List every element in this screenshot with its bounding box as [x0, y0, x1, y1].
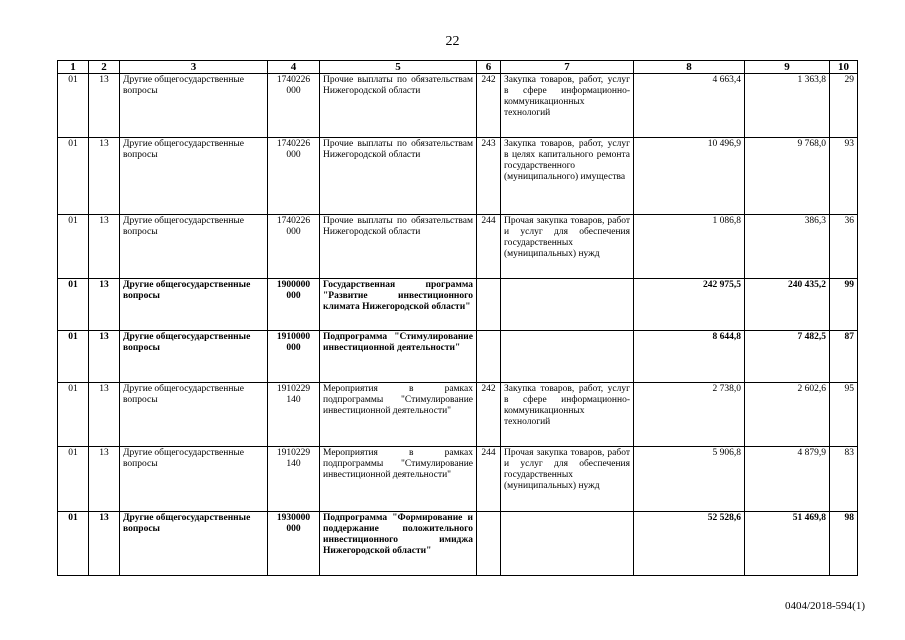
page-number: 22 [445, 34, 460, 49]
expense-type-name: Закупка товаров, работ, услуг в целях капитального ремонта государственного (муниципального) имущества [501, 138, 634, 215]
section-name: Другие общегосударственные вопросы [120, 447, 268, 512]
subsection-code: 13 [89, 138, 120, 215]
execution-percent: 87 [830, 331, 858, 383]
table-row [58, 331, 858, 383]
section-code: 01 [58, 447, 89, 512]
section-name: Другие общегосударственные вопросы [120, 138, 268, 215]
section-name: Другие общегосударственные вопросы [120, 74, 268, 138]
actual-amount: 1 363,8 [745, 74, 830, 138]
execution-percent: 83 [830, 447, 858, 512]
table-row [58, 138, 858, 215]
target-article-code: 1740226 000 [268, 74, 320, 138]
planned-amount: 242 975,5 [634, 279, 745, 331]
subsection-code: 13 [89, 279, 120, 331]
table-row [58, 383, 858, 447]
expense-type-code [477, 512, 501, 576]
actual-amount: 51 469,8 [745, 512, 830, 576]
expense-type-code: 242 [477, 74, 501, 138]
planned-amount: 4 663,4 [634, 74, 745, 138]
planned-amount: 1 086,8 [634, 215, 745, 279]
header-col-9: 9 [745, 61, 830, 74]
section-code: 01 [58, 279, 89, 331]
target-article-name: Мероприятия в рамках подпрограммы "Стимулирование инвестиционной деятельности" [320, 383, 477, 447]
actual-amount: 9 768,0 [745, 138, 830, 215]
budget-table [57, 60, 858, 576]
subsection-code: 13 [89, 512, 120, 576]
planned-amount: 8 644,8 [634, 331, 745, 383]
table-header-row [58, 61, 858, 74]
subsection-code: 13 [89, 331, 120, 383]
section-code: 01 [58, 383, 89, 447]
target-article-code: 1740226 000 [268, 215, 320, 279]
expense-type-name [501, 331, 634, 383]
section-code: 01 [58, 512, 89, 576]
expense-type-name: Прочая закупка товаров, работ и услуг для обеспечения государственных (муниципальных) нужд [501, 215, 634, 279]
section-code: 01 [58, 74, 89, 138]
section-name: Другие общегосударственные вопросы [120, 279, 268, 331]
subsection-code: 13 [89, 447, 120, 512]
expense-type-name: Закупка товаров, работ, услуг в сфере информационно-коммуникационных технологий [501, 383, 634, 447]
target-article-name: Государственная программа "Развитие инвестиционного климата Нижегородской области" [320, 279, 477, 331]
target-article-name: Подпрограмма "Стимулирование инвестиционной деятельности" [320, 331, 477, 383]
table-row [58, 447, 858, 512]
section-name: Другие общегосударственные вопросы [120, 331, 268, 383]
header-col-4: 4 [268, 61, 320, 74]
subsection-code: 13 [89, 74, 120, 138]
expense-type-code [477, 279, 501, 331]
execution-percent: 99 [830, 279, 858, 331]
document-id: 0404/2018-594(1) [784, 600, 865, 612]
target-article-code: 1930000 000 [268, 512, 320, 576]
expense-type-code: 244 [477, 215, 501, 279]
execution-percent: 36 [830, 215, 858, 279]
expense-type-name [501, 512, 634, 576]
expense-type-name: Закупка товаров, работ, услуг в сфере информационно-коммуникационных технологий [501, 74, 634, 138]
section-code: 01 [58, 331, 89, 383]
target-article-name: Прочие выплаты по обязательствам Нижегородской области [320, 215, 477, 279]
section-name: Другие общегосударственные вопросы [120, 215, 268, 279]
expense-type-name: Прочая закупка товаров, работ и услуг для обеспечения государственных (муниципальных) нужд [501, 447, 634, 512]
header-col-3: 3 [120, 61, 268, 74]
actual-amount: 386,3 [745, 215, 830, 279]
planned-amount: 2 738,0 [634, 383, 745, 447]
section-name: Другие общегосударственные вопросы [120, 512, 268, 576]
execution-percent: 93 [830, 138, 858, 215]
expense-type-code: 243 [477, 138, 501, 215]
target-article-name: Прочие выплаты по обязательствам Нижегородской области [320, 138, 477, 215]
planned-amount: 52 528,6 [634, 512, 745, 576]
target-article-code: 1910229 140 [268, 383, 320, 447]
target-article-code: 1910000 000 [268, 331, 320, 383]
section-code: 01 [58, 138, 89, 215]
header-col-7: 7 [501, 61, 634, 74]
header-col-1: 1 [58, 61, 89, 74]
execution-percent: 29 [830, 74, 858, 138]
expense-type-name [501, 279, 634, 331]
target-article-code: 1900000 000 [268, 279, 320, 331]
table-row [58, 279, 858, 331]
header-col-8: 8 [634, 61, 745, 74]
target-article-code: 1910229 140 [268, 447, 320, 512]
expense-type-code [477, 331, 501, 383]
header-col-2: 2 [89, 61, 120, 74]
actual-amount: 2 602,6 [745, 383, 830, 447]
subsection-code: 13 [89, 215, 120, 279]
section-name: Другие общегосударственные вопросы [120, 383, 268, 447]
expense-type-code: 242 [477, 383, 501, 447]
table-row [58, 512, 858, 576]
section-code: 01 [58, 215, 89, 279]
expense-type-code: 244 [477, 447, 501, 512]
planned-amount: 10 496,9 [634, 138, 745, 215]
execution-percent: 95 [830, 383, 858, 447]
actual-amount: 4 879,9 [745, 447, 830, 512]
subsection-code: 13 [89, 383, 120, 447]
table-row [58, 74, 858, 138]
header-col-5: 5 [320, 61, 477, 74]
actual-amount: 7 482,5 [745, 331, 830, 383]
target-article-name: Мероприятия в рамках подпрограммы "Стимулирование инвестиционной деятельности" [320, 447, 477, 512]
target-article-code: 1740226 000 [268, 138, 320, 215]
actual-amount: 240 435,2 [745, 279, 830, 331]
target-article-name: Прочие выплаты по обязательствам Нижегородской области [320, 74, 477, 138]
header-col-6: 6 [477, 61, 501, 74]
header-col-10: 10 [830, 61, 858, 74]
planned-amount: 5 906,8 [634, 447, 745, 512]
table-row [58, 215, 858, 279]
execution-percent: 98 [830, 512, 858, 576]
target-article-name: Подпрограмма "Формирование и поддержание положительного инвестиционного имиджа Нижегородской области" [320, 512, 477, 576]
